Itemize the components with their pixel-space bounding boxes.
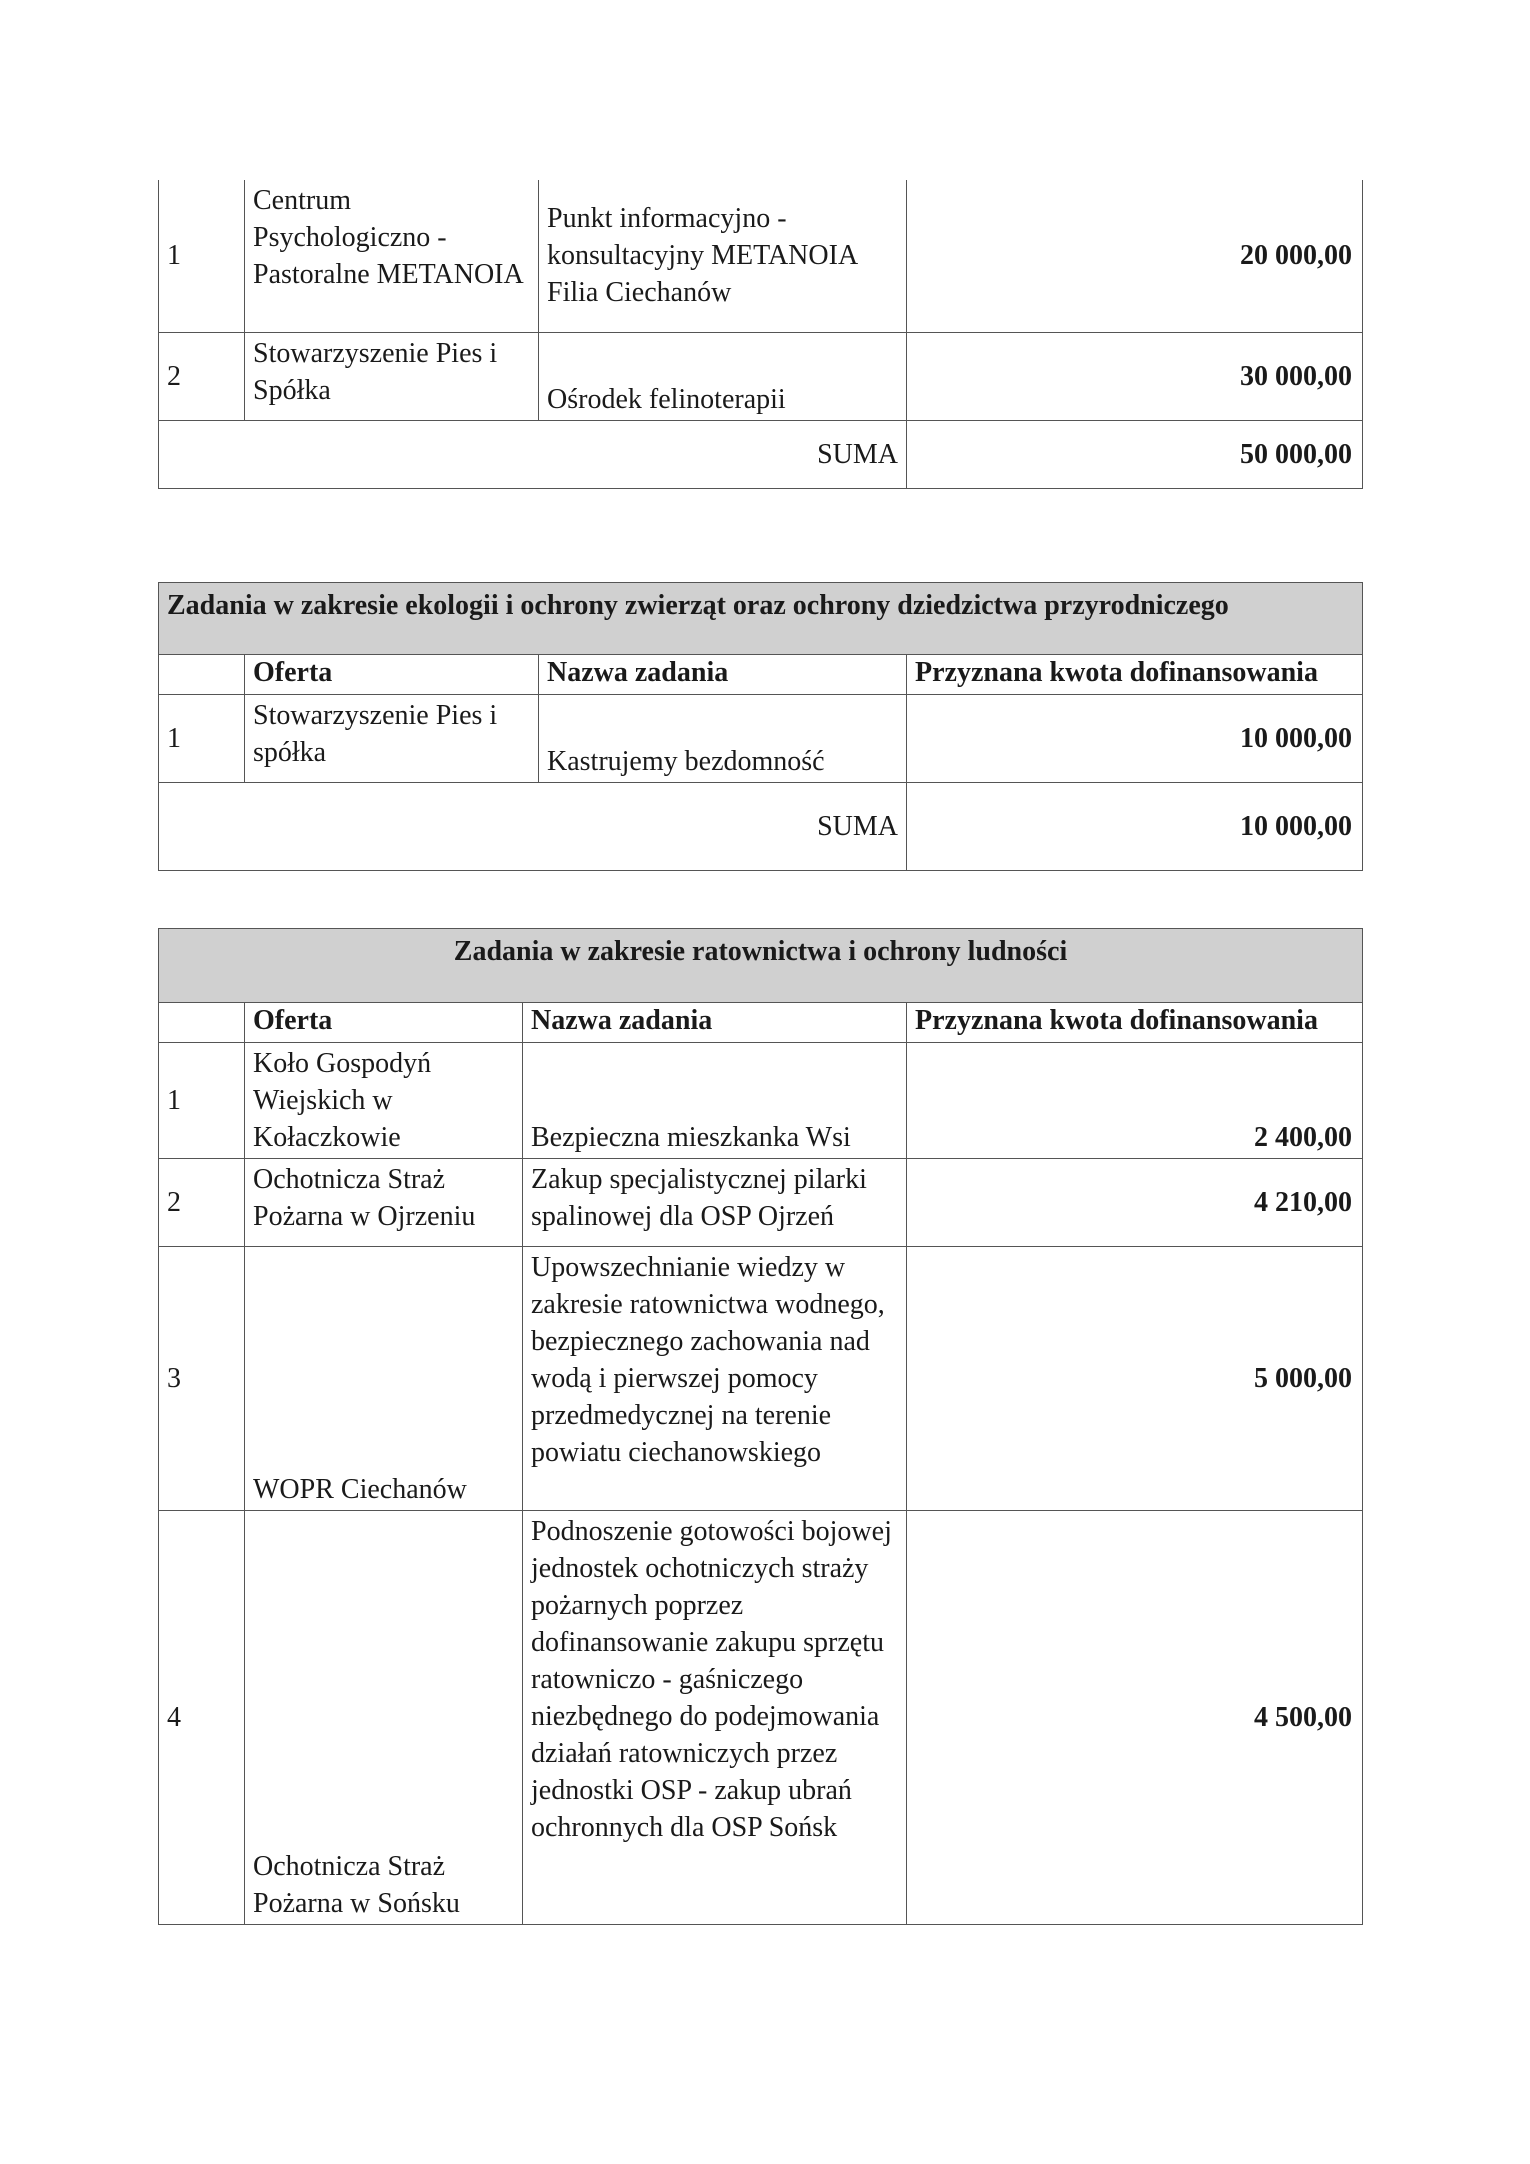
table-row xyxy=(159,695,1363,783)
task-cell: Upowszechnianie wiedzy w zakresie ratownictwa wodnego, bezpiecznego zachowania nad wodą i pierwszej pomocy przedmedycznej na terenie powiatu ciechanowskiego xyxy=(523,1247,907,1511)
offer-cell: Ochotnicza Straż Pożarna w Ojrzeniu xyxy=(245,1159,523,1247)
offer-cell: WOPR Ciechanów xyxy=(245,1247,523,1511)
row-number: 1 xyxy=(159,695,245,783)
header-empty xyxy=(159,1003,245,1043)
row-number: 3 xyxy=(159,1247,245,1511)
offer-cell: Koło Gospodyń Wiejskich w Kołaczkowie xyxy=(245,1043,523,1159)
header-empty xyxy=(159,655,245,695)
header-task: Nazwa zadania xyxy=(523,1003,907,1043)
table-row xyxy=(159,332,1363,420)
task-cell: Zakup specjalistycznej pilarki spalinowej dla OSP Ojrzeń xyxy=(523,1159,907,1247)
sum-row xyxy=(159,783,1363,871)
table-ecology xyxy=(158,582,1363,871)
row-number: 1 xyxy=(159,180,245,332)
table-row xyxy=(159,1511,1363,1925)
task-cell: Bezpieczna mieszkanka Wsi xyxy=(523,1043,907,1159)
task-cell: Kastrujemy bezdomność xyxy=(539,695,907,783)
table-header-row xyxy=(159,655,1363,695)
table-row xyxy=(159,180,1363,332)
header-offer: Oferta xyxy=(245,655,539,695)
row-number: 1 xyxy=(159,1043,245,1159)
amount-cell: 30 000,00 xyxy=(907,332,1363,420)
sum-row xyxy=(159,420,1363,488)
amount-cell: 10 000,00 xyxy=(907,695,1363,783)
offer-cell: Stowarzyszenie Pies i Spółka xyxy=(245,332,539,420)
task-cell: Podnoszenie gotowości bojowej jednostek ochotniczych straży pożarnych poprzez dofinansowanie zakupu sprzętu ratowniczo - gaśniczego niezbędnego do podejmowania działań ratowniczych przez jednostki OSP - zakup ubrań ochronnych dla OSP Sońsk xyxy=(523,1511,907,1925)
offer-cell: Centrum Psychologiczno - Pastoralne METANOIA xyxy=(245,180,539,332)
table-row xyxy=(159,1043,1363,1159)
sum-label: SUMA xyxy=(159,783,907,871)
table-title-row xyxy=(159,929,1363,1003)
table-1-continuation xyxy=(158,180,1363,489)
header-amount: Przyznana kwota dofinansowania xyxy=(907,1003,1363,1043)
offer-cell: Stowarzyszenie Pies i spółka xyxy=(245,695,539,783)
section-title: Zadania w zakresie ratownictwa i ochrony ludności xyxy=(159,929,1363,1003)
header-amount: Przyznana kwota dofinansowania xyxy=(907,655,1363,695)
amount-cell: 20 000,00 xyxy=(907,180,1363,332)
sum-value: 10 000,00 xyxy=(907,783,1363,871)
amount-cell: 4 500,00 xyxy=(907,1511,1363,1925)
row-number: 2 xyxy=(159,332,245,420)
table-header-row xyxy=(159,1003,1363,1043)
amount-cell: 5 000,00 xyxy=(907,1247,1363,1511)
table-rescue xyxy=(158,928,1363,1925)
table-row xyxy=(159,1247,1363,1511)
row-number: 4 xyxy=(159,1511,245,1925)
amount-cell: 4 210,00 xyxy=(907,1159,1363,1247)
header-offer: Oferta xyxy=(245,1003,523,1043)
sum-value: 50 000,00 xyxy=(907,420,1363,488)
sum-label: SUMA xyxy=(159,420,907,488)
table-title-row xyxy=(159,583,1363,655)
task-cell: Ośrodek felinoterapii xyxy=(539,332,907,420)
header-task: Nazwa zadania xyxy=(539,655,907,695)
table-row xyxy=(159,1159,1363,1247)
section-title: Zadania w zakresie ekologii i ochrony zwierząt oraz ochrony dziedzictwa przyrodniczego xyxy=(159,583,1363,655)
task-cell: Punkt informacyjno - konsultacyjny METANOIA Filia Ciechanów xyxy=(539,180,907,332)
offer-cell: Ochotnicza Straż Pożarna w Sońsku xyxy=(245,1511,523,1925)
row-number: 2 xyxy=(159,1159,245,1247)
amount-cell: 2 400,00 xyxy=(907,1043,1363,1159)
